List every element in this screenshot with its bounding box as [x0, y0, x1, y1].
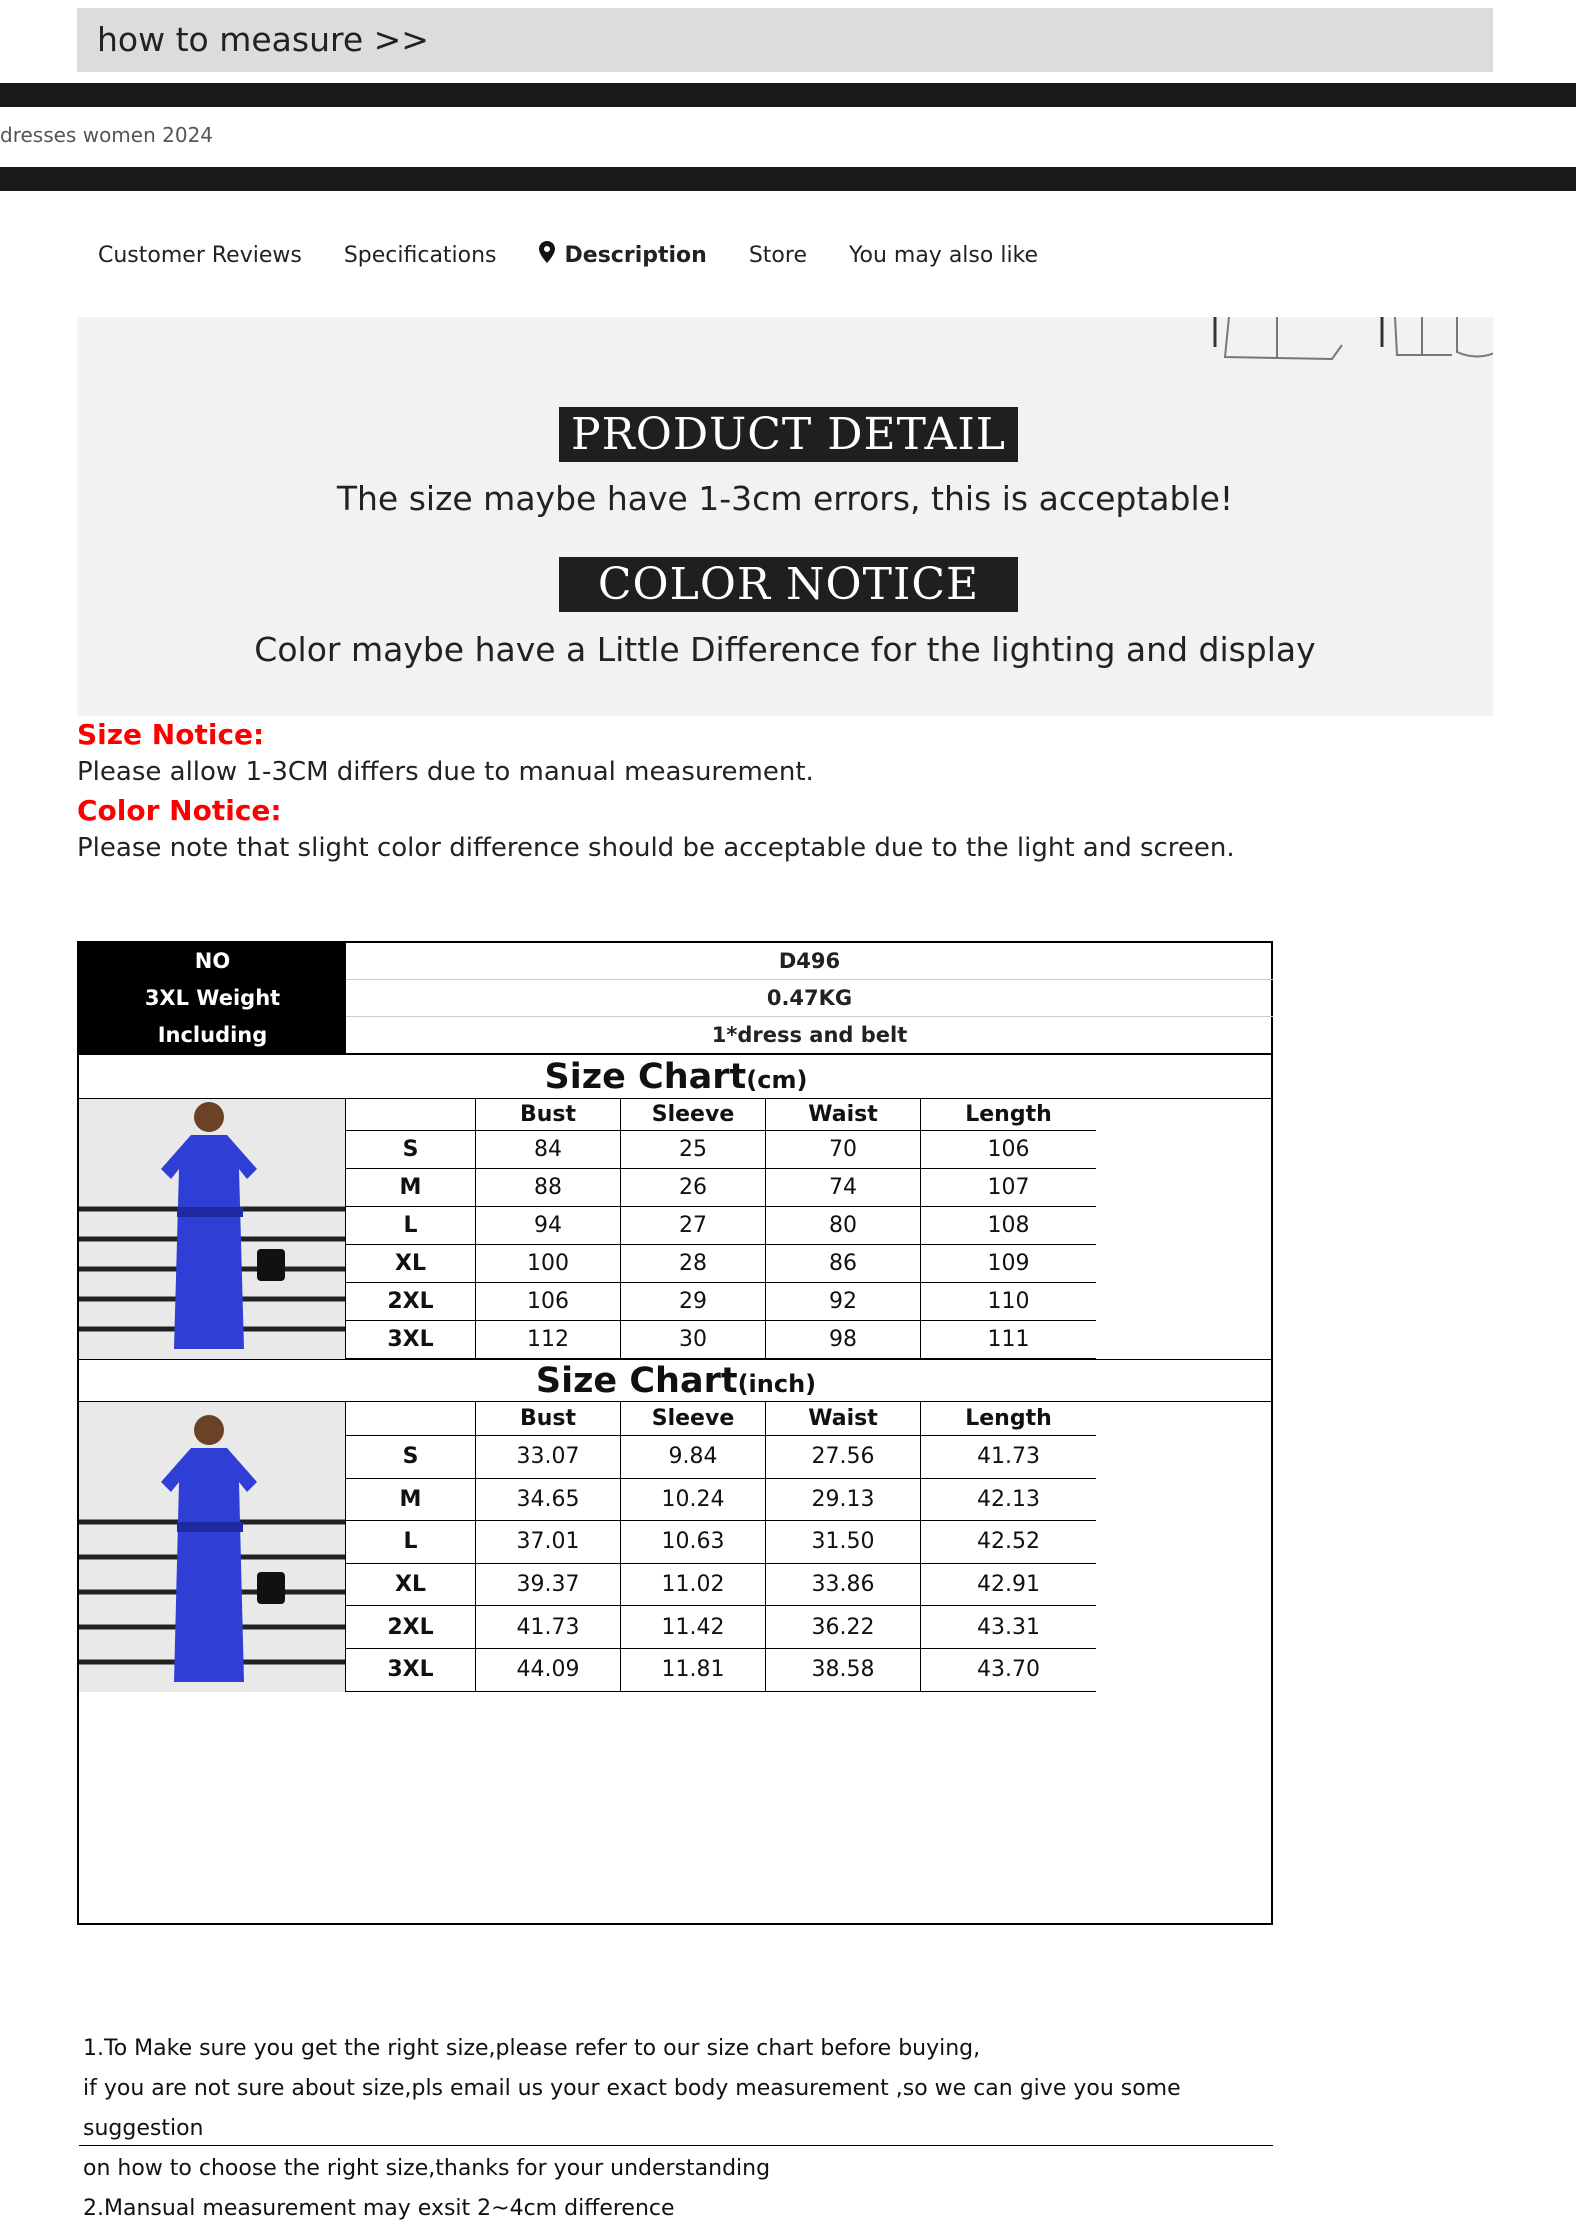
inch-column-header: [346, 1402, 476, 1435]
size-chart-notes: [83, 2029, 1271, 2229]
inch-unit-text: (inch): [737, 1370, 817, 1398]
cm-table-cell: 106: [476, 1283, 621, 1320]
tab-customer-reviews[interactable]: [98, 243, 302, 268]
inch-table-cell: 11.42: [621, 1606, 766, 1648]
inch-size-label: M: [346, 1479, 476, 1521]
cm-table-cell: 107: [987, 1175, 1030, 1200]
inch-column-header: Length: [965, 1406, 1052, 1431]
inch-table-cell: 43.31: [977, 1614, 1040, 1640]
inch-header-row: [346, 1402, 1096, 1436]
note-line: on how to choose the right size,thanks for your understanding: [83, 2156, 771, 2181]
inch-table-row: [346, 1606, 1096, 1649]
info-value-weight: 0.47KG: [346, 980, 1273, 1017]
cm-table-cell: 74: [766, 1169, 921, 1206]
cm-table-cell: 92: [766, 1283, 921, 1320]
how-to-measure-link[interactable]: how to measure >>: [97, 20, 429, 59]
inch-table-cell: 31.50: [766, 1521, 921, 1563]
tab-specifications[interactable]: [344, 243, 497, 268]
cm-size-label: XL: [346, 1245, 476, 1282]
inch-size-label: XL: [346, 1564, 476, 1606]
dress-photo-cm: [79, 1099, 346, 1359]
inch-table-cell: 33.86: [766, 1564, 921, 1606]
dress-model-image: [79, 1099, 345, 1359]
size-chart-image: [77, 941, 1273, 2221]
inch-table-cell: 27.56: [766, 1436, 921, 1478]
cm-table-cell: 28: [621, 1245, 766, 1282]
cm-table-cell: 30: [621, 1321, 766, 1358]
tab-label: Description: [564, 242, 707, 268]
inch-size-label: 3XL: [346, 1649, 476, 1691]
cm-table-cell: 80: [766, 1207, 921, 1244]
breadcrumb: dresses women 2024: [0, 123, 214, 147]
inch-table-cell: 42.52: [977, 1529, 1040, 1555]
size-notice-body: Please allow 1-3CM differs due to manual measurement.: [77, 757, 814, 787]
cm-table-cell: 109: [987, 1251, 1030, 1276]
cm-table-row: [346, 1321, 1096, 1359]
note-line: 1.To Make sure you get the right size,please refer to our size chart before buying,: [83, 2036, 981, 2061]
color-difference-text: Color maybe have a Little Difference for the lighting and display: [254, 630, 1316, 669]
inch-column-header: Waist: [766, 1402, 921, 1435]
cm-table-cell: 86: [766, 1245, 921, 1282]
inch-table-cell: 44.09: [476, 1649, 621, 1691]
inch-table-cell: 34.65: [476, 1479, 621, 1521]
info-label-weight: 3XL Weight: [144, 986, 281, 1010]
note-line: 2.Mansual measurement may exsit 2~4cm difference: [83, 2196, 675, 2221]
tab-label: Customer Reviews: [98, 242, 302, 268]
inch-table-cell: 9.84: [621, 1436, 766, 1478]
cm-table-cell: 108: [987, 1213, 1030, 1238]
inch-table-row: [346, 1479, 1096, 1522]
inch-column-header: Sleeve: [621, 1402, 766, 1435]
cm-table-cell: 25: [621, 1131, 766, 1168]
cm-column-header: [346, 1099, 476, 1130]
cm-header-row: [346, 1099, 1096, 1131]
cm-table-cell: 100: [476, 1245, 621, 1282]
inch-table-cell: 10.24: [621, 1479, 766, 1521]
inch-table-cell: 10.63: [621, 1521, 766, 1563]
cm-title-text: Size Chart: [544, 1057, 747, 1097]
cm-size-label: S: [346, 1131, 476, 1168]
size-error-text: The size maybe have 1-3cm errors, this is acceptable!: [336, 479, 1234, 518]
dress-model-image: [79, 1402, 345, 1692]
tab-label: Store: [748, 242, 807, 268]
cm-column-header: Bust: [476, 1099, 621, 1130]
dress-photo-inch: [79, 1402, 346, 1692]
cm-chart-title: [79, 1054, 1273, 1099]
cm-table-cell: 26: [621, 1169, 766, 1206]
inch-column-header: Bust: [476, 1402, 621, 1435]
cm-size-label: 2XL: [346, 1283, 476, 1320]
inch-size-label: L: [346, 1521, 476, 1563]
inch-table-cell: 36.22: [766, 1606, 921, 1648]
cm-table-cell: 111: [987, 1327, 1030, 1352]
inch-title-text: Size Chart: [535, 1361, 738, 1401]
tab-label: You may also like: [848, 242, 1039, 268]
inch-table-cell: 11.02: [621, 1564, 766, 1606]
cm-table-cell: 112: [476, 1321, 621, 1358]
inch-table-row: [346, 1521, 1096, 1564]
cm-column-header: Sleeve: [621, 1099, 766, 1130]
inch-size-label: 2XL: [346, 1606, 476, 1648]
tab-you-may-also-like[interactable]: [849, 243, 1038, 268]
cm-size-label: 3XL: [346, 1321, 476, 1358]
inch-table-row: [346, 1564, 1096, 1607]
info-labels: [79, 943, 346, 1054]
inch-table-cell: 42.91: [977, 1572, 1040, 1598]
info-value-including: 1*dress and belt: [346, 1017, 1273, 1054]
note-line: if you are not sure about size,pls email us your exact body measurement ,so we can give you some suggestion: [83, 2076, 1181, 2141]
product-detail-label: PRODUCT DETAIL: [559, 407, 1018, 462]
size-notice-title: Size Notice:: [77, 718, 265, 751]
cm-table-cell: 94: [476, 1207, 621, 1244]
cm-column-header: Waist: [766, 1099, 921, 1130]
inch-table-cell: 29.13: [766, 1479, 921, 1521]
product-tabs: [98, 238, 1080, 272]
inch-table-cell: 11.81: [621, 1649, 766, 1691]
cm-table-cell: 98: [766, 1321, 921, 1358]
inch-table-cell: 37.01: [476, 1521, 621, 1563]
inch-table-cell: 43.70: [977, 1657, 1040, 1683]
cm-unit-text: (cm): [746, 1066, 808, 1094]
inch-size-label: S: [346, 1436, 476, 1478]
cm-table-row: [346, 1131, 1096, 1169]
cm-table-cell: 88: [476, 1169, 621, 1206]
inch-table-cell: 41.73: [476, 1606, 621, 1648]
inch-table-cell: 33.07: [476, 1436, 621, 1478]
cm-size-label: M: [346, 1169, 476, 1206]
tab-description[interactable]: [539, 241, 707, 269]
cm-table-row: [346, 1169, 1096, 1207]
inch-chart-title: [79, 1359, 1273, 1402]
cm-table-cell: 70: [766, 1131, 921, 1168]
cm-size-label: L: [346, 1207, 476, 1244]
location-pin-icon: [539, 241, 555, 269]
cm-table-row: [346, 1207, 1096, 1245]
color-notice-title: Color Notice:: [77, 794, 282, 827]
top-dark-band: [0, 83, 1576, 107]
tab-label: Specifications: [343, 242, 497, 268]
cm-table-row: [346, 1245, 1096, 1283]
cm-table-cell: 27: [621, 1207, 766, 1244]
cm-table-cell: 106: [987, 1137, 1030, 1162]
info-value-no: D496: [346, 943, 1273, 980]
inch-table-row: [346, 1649, 1096, 1692]
dress-sketch-illustration: [1127, 317, 1493, 367]
inch-table-cell: 42.13: [977, 1486, 1040, 1512]
color-notice-body: Please note that slight color difference should be acceptable due to the light and screen.: [77, 833, 1235, 863]
cm-column-header: Length: [965, 1102, 1052, 1127]
bottom-dark-band: [0, 167, 1576, 191]
info-label-including: Including: [157, 1023, 268, 1047]
how-to-measure-bar[interactable]: [77, 8, 1493, 72]
inch-table-cell: 39.37: [476, 1564, 621, 1606]
info-label-no: NO: [194, 949, 231, 973]
cm-table-row: [346, 1283, 1096, 1321]
inch-table-cell: 38.58: [766, 1649, 921, 1691]
cm-table-cell: 84: [476, 1131, 621, 1168]
cm-table-cell: 29: [621, 1283, 766, 1320]
inch-table-row: [346, 1436, 1096, 1479]
color-notice-label: COLOR NOTICE: [559, 557, 1018, 612]
product-detail-banner: [77, 317, 1493, 716]
cm-table-cell: 110: [987, 1289, 1030, 1314]
inch-table-cell: 41.73: [977, 1444, 1040, 1470]
tab-store[interactable]: [749, 243, 807, 268]
